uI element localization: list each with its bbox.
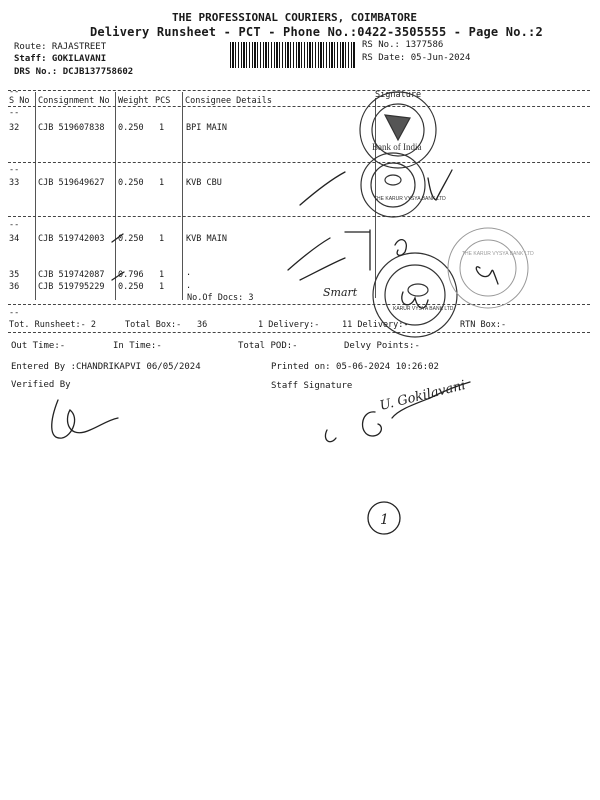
total-box-value: 36 xyxy=(197,320,208,330)
row-34-weight: 0.250 xyxy=(118,234,144,244)
row-33-consignment: CJB 519649627 xyxy=(38,178,105,188)
col-header-consignment: Consignment No xyxy=(38,96,110,106)
kvb-stamp-1-text: THE KARUR VYSYA BANK LTD xyxy=(374,196,446,202)
row-36-pcs: 1 xyxy=(159,282,165,292)
row-marker: -- xyxy=(9,165,20,175)
handwritten-note-smart: Smart xyxy=(323,286,358,299)
no-of-docs: No.Of Docs: 3 xyxy=(187,293,254,303)
tot-runsheet: Tot. Runsheet:- 2 xyxy=(9,320,96,330)
staff: Staff: GOKILAVANI xyxy=(14,54,107,64)
pen-stroke xyxy=(300,172,345,205)
row-34-details: KVB MAIN xyxy=(186,234,227,244)
row-marker: -- xyxy=(9,308,20,318)
staff-signature-label: Staff Signature xyxy=(271,381,353,391)
row-36-details: . xyxy=(186,281,192,291)
row-33-weight: 0.250 xyxy=(118,178,144,188)
staff-signature-text: U. Gokilavani xyxy=(378,378,468,414)
row-marker: -- xyxy=(9,87,20,97)
out-time: Out Time:- xyxy=(11,341,66,351)
row-33-details: KVB CBU xyxy=(186,178,222,188)
row-36-consignment: CJB 519795229 xyxy=(38,282,105,292)
row-35-pcs: 1 xyxy=(159,270,165,280)
bank-of-india-stamp xyxy=(360,92,436,168)
verified-signature xyxy=(52,400,118,438)
row-32-details: BPI MAIN xyxy=(186,123,227,133)
row-34-sno: 34 xyxy=(9,234,20,244)
row-36-weight: 0.250 xyxy=(118,282,144,292)
row-32-weight: 0.250 xyxy=(118,123,144,133)
printed-on: Printed on: 05-06-2024 10:26:02 xyxy=(271,362,439,372)
pen-stroke xyxy=(288,238,330,270)
row-marker: -- xyxy=(9,220,20,230)
total-pod: Total POD:- xyxy=(238,341,298,351)
drs-number: DRS No.: DCJB137758602 xyxy=(14,67,134,77)
total-box: Total Box:- xyxy=(125,320,182,330)
pen-stroke xyxy=(345,230,370,270)
row-36-sno: 36 xyxy=(9,282,20,292)
delivery-second: 11 Delivery:- xyxy=(342,320,409,330)
route: Route: RAJASTREET xyxy=(14,42,107,52)
row-33-sno: 33 xyxy=(9,178,20,188)
rs-date: RS Date: 05-Jun-2024 xyxy=(362,53,471,63)
pen-scribble xyxy=(395,240,406,256)
in-time: In Time:- xyxy=(113,341,162,351)
row-32-pcs: 1 xyxy=(159,123,165,133)
row-35-details: . xyxy=(186,268,192,278)
row-33-pcs: 1 xyxy=(159,178,165,188)
pen-scribble xyxy=(476,267,498,284)
entered-by: Entered By :CHANDRIKAPVI 06/05/2024 xyxy=(11,362,201,372)
row-34-consignment: CJB 519742003 xyxy=(38,234,105,244)
row-35-weight: 0.796 xyxy=(118,270,144,280)
kvb-stamp-1 xyxy=(361,153,446,217)
kvb-stamp-2 xyxy=(373,253,457,337)
row-marker: -- xyxy=(9,108,20,118)
row-32-sno: 32 xyxy=(9,123,20,133)
rtn-box: RTN Box:- xyxy=(460,320,507,330)
kvb-stamp-3-text: THE KARUR VYSYA BANK LTD xyxy=(462,251,534,257)
handwritten-marks xyxy=(52,170,498,534)
kvb-stamp-3 xyxy=(448,228,534,308)
staff-signature-stroke xyxy=(325,430,336,442)
row-35-sno: 35 xyxy=(9,270,20,280)
col-header-sno: S No xyxy=(9,96,30,106)
kvb-stamp-2-text: KARUR VYSYA BANK LTD xyxy=(393,306,454,312)
row-35-consignment: CJB 519742087 xyxy=(38,270,105,280)
col-header-pcs: PCS xyxy=(155,96,171,106)
delvy-points: Delvy Points:- xyxy=(344,341,420,351)
rs-number: RS No.: 1377586 xyxy=(362,40,444,50)
col-header-details: Consignee Details xyxy=(185,96,272,106)
circled-number: 1 xyxy=(380,512,389,528)
row-34-pcs: 1 xyxy=(159,234,165,244)
delivery: 1 Delivery:- xyxy=(258,320,320,330)
company-title: THE PROFESSIONAL COURIERS, COIMBATORE xyxy=(172,11,418,24)
pen-tick xyxy=(112,234,124,280)
col-header-weight: Weight xyxy=(118,96,149,106)
row-32-consignment: CJB 519607838 xyxy=(38,123,105,133)
runsheet-title: Delivery Runsheet - PCT - Phone No.:0422-3505555 - Page No.:2 xyxy=(90,25,543,39)
pen-stroke xyxy=(300,258,345,280)
bank-of-india-stamp-text: Bank of India xyxy=(372,142,422,152)
col-header-signature: Signature xyxy=(375,90,422,100)
verified-by: Verified By xyxy=(11,380,71,390)
staff-signature-stroke xyxy=(363,412,382,436)
